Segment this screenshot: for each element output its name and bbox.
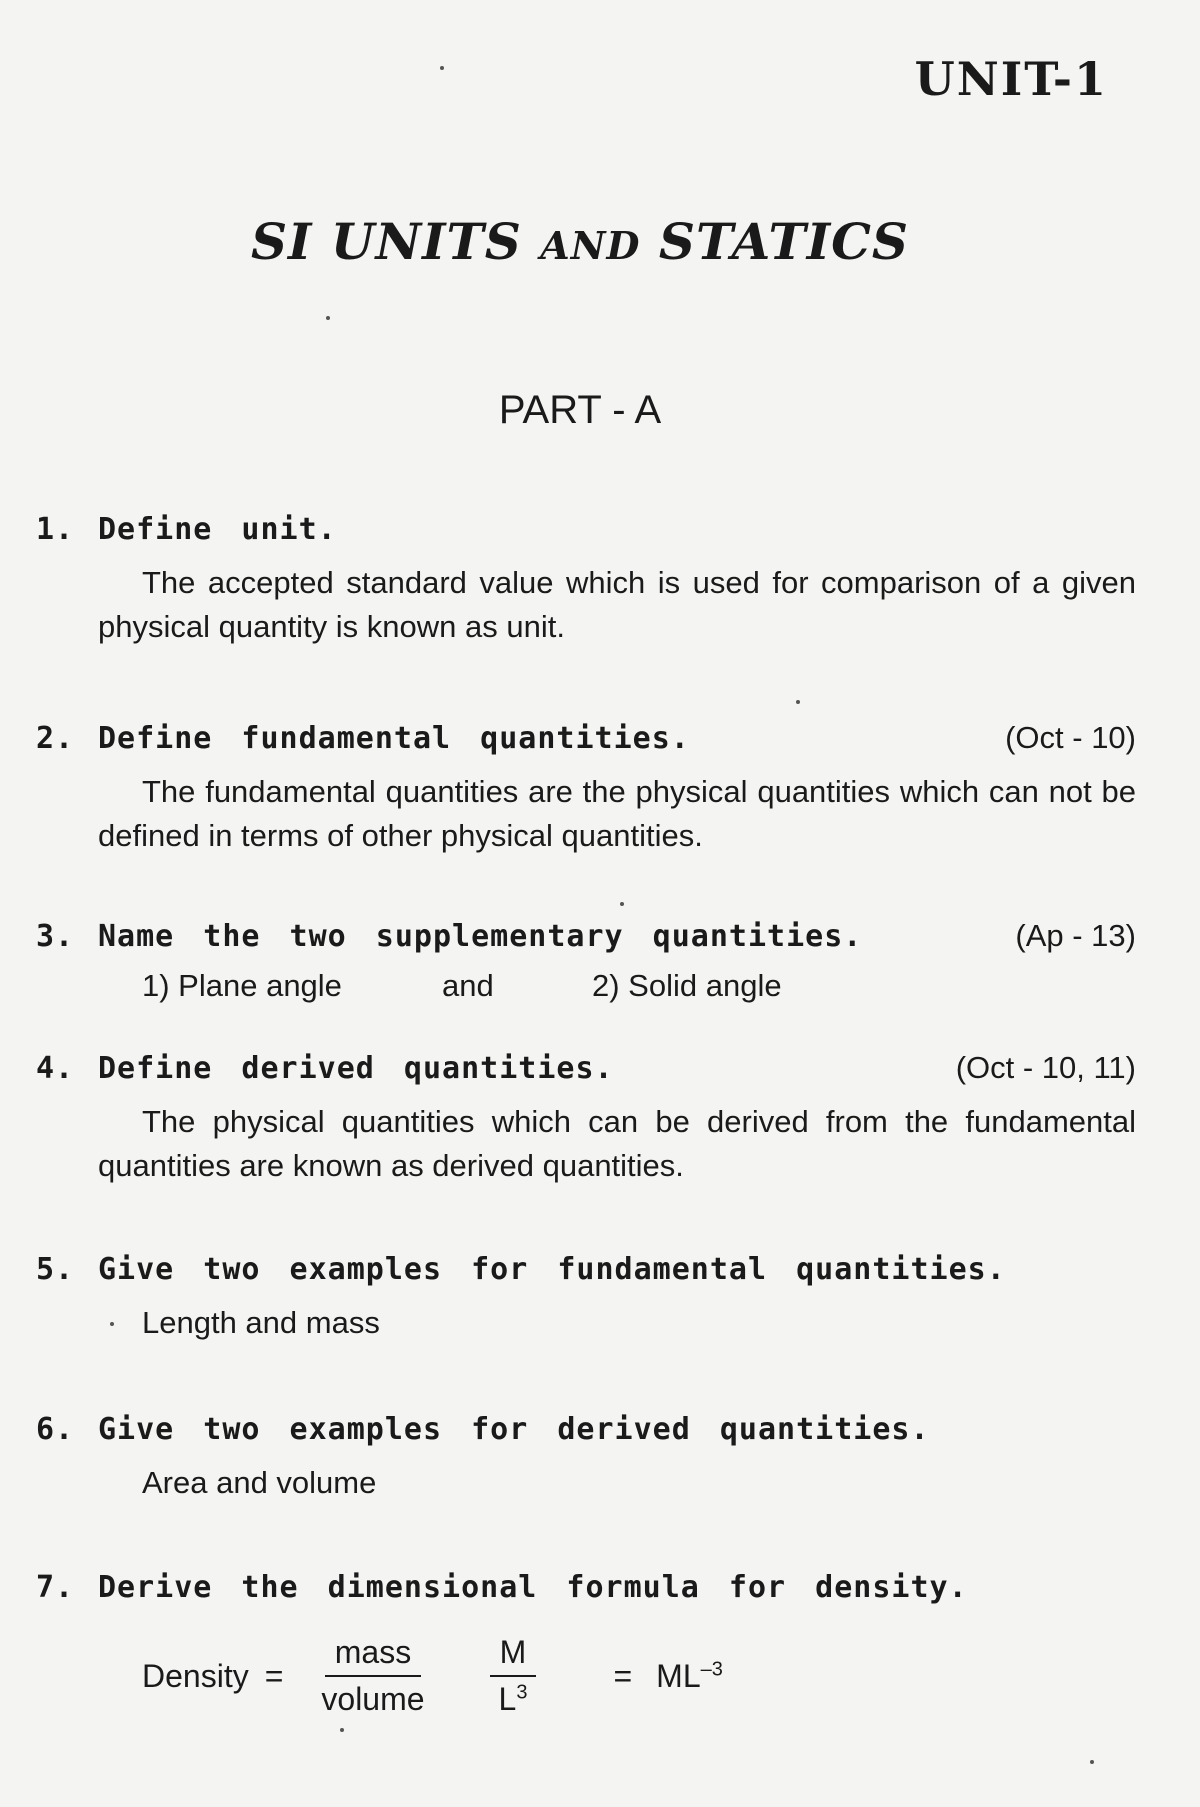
exam-reference: (Oct - 10, 11) bbox=[955, 1050, 1136, 1085]
question-text: Give two examples for derived quantities. bbox=[98, 1412, 930, 1447]
fraction-denominator bbox=[489, 1677, 538, 1718]
question-2 bbox=[36, 720, 1136, 858]
chapter-title bbox=[0, 212, 1160, 271]
answer-list bbox=[142, 968, 1136, 1004]
question-number: 7. bbox=[36, 1570, 75, 1605]
denominator-base: L bbox=[498, 1681, 517, 1717]
question-number: 2. bbox=[36, 721, 75, 756]
fraction-mass-volume bbox=[311, 1634, 434, 1718]
question-number: 3. bbox=[36, 919, 75, 954]
question-text: Name the two supplementary quantities. bbox=[98, 919, 863, 954]
scan-speck bbox=[1090, 1760, 1094, 1764]
scan-speck bbox=[340, 1728, 344, 1732]
answer-item-1: 1) Plane angle bbox=[142, 968, 342, 1003]
unit-label: UNIT-1 bbox=[914, 52, 1108, 106]
question-text: Derive the dimensional formula for density. bbox=[98, 1570, 968, 1605]
question-text: Give two examples for fundamental quantities. bbox=[98, 1252, 1006, 1287]
answer-text: Length and mass bbox=[142, 1305, 380, 1340]
formula-result bbox=[656, 1658, 723, 1695]
answer-conjunction: and bbox=[442, 968, 494, 1003]
title-part-a: SI UNITS bbox=[250, 212, 522, 271]
result-exponent: –3 bbox=[700, 1657, 723, 1680]
scan-speck bbox=[620, 902, 624, 906]
part-heading: PART - A bbox=[498, 388, 662, 432]
denominator-exponent: 3 bbox=[516, 1681, 528, 1704]
question-number: 1. bbox=[36, 512, 75, 547]
fraction-numerator: M bbox=[490, 1634, 537, 1677]
question-7 bbox=[36, 1570, 1136, 1605]
answer-text: The accepted standard value which is used for comparison of a given physical quantity is known as unit. bbox=[98, 565, 1136, 644]
title-part-b: AND bbox=[540, 223, 641, 268]
question-number: 6. bbox=[36, 1412, 75, 1447]
density-formula bbox=[142, 1634, 723, 1718]
exam-reference: (Ap - 13) bbox=[1015, 918, 1136, 953]
question-3 bbox=[36, 918, 1136, 1004]
question-text: Define fundamental quantities. bbox=[98, 721, 690, 756]
title-part-c: STATICS bbox=[658, 212, 910, 271]
question-5 bbox=[36, 1252, 1136, 1345]
question-text: Define derived quantities. bbox=[98, 1051, 614, 1086]
exam-reference: (Oct - 10) bbox=[1005, 720, 1136, 755]
question-4 bbox=[36, 1050, 1136, 1188]
scan-speck bbox=[440, 66, 444, 70]
scan-speck bbox=[110, 1322, 114, 1326]
formula-equals-2: = bbox=[613, 1657, 633, 1694]
answer-text: The physical quantities which can be derived from the fundamental quantities are known as derived quantities. bbox=[98, 1104, 1136, 1183]
question-1 bbox=[36, 512, 1136, 649]
question-6 bbox=[36, 1412, 1136, 1505]
fraction-numerator: mass bbox=[325, 1634, 421, 1677]
question-text: Define unit. bbox=[98, 512, 337, 547]
formula-lhs: Density bbox=[142, 1657, 249, 1694]
scan-speck bbox=[326, 316, 330, 320]
answer-text: Area and volume bbox=[142, 1465, 377, 1500]
scan-speck bbox=[796, 700, 800, 704]
fraction-denominator: volume bbox=[321, 1681, 425, 1717]
question-number: 4. bbox=[36, 1051, 75, 1086]
question-number: 5. bbox=[36, 1252, 75, 1287]
formula-equals: = bbox=[264, 1657, 284, 1694]
fraction-m-l3 bbox=[489, 1634, 538, 1718]
result-base: ML bbox=[656, 1657, 701, 1694]
answer-item-2: 2) Solid angle bbox=[592, 968, 782, 1003]
answer-text: The fundamental quantities are the physical quantities which can not be defined in terms of other physical quantities. bbox=[98, 774, 1136, 853]
